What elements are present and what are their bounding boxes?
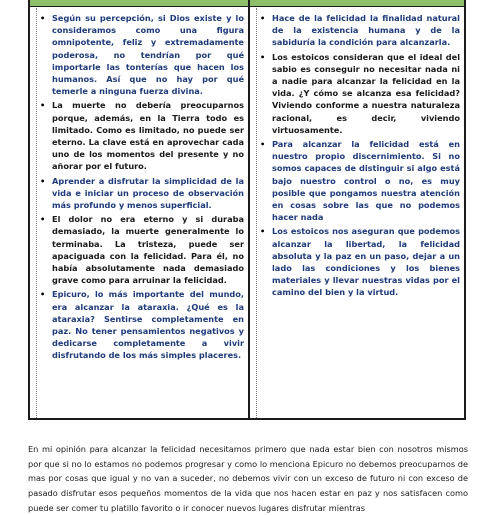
comparison-table	[28, 0, 466, 420]
left-item: • La muerte no debería preocuparnos porque, además, en la Tierra todo es limitado. Como es limitado, no puede ser eterno. La clave está en aprovechar cada uno de los momentos del presente y no añorar por el futuro.	[38, 99, 244, 172]
left-item: • El dolor no era eterno y si duraba demasiado, la muerte generalmente lo terminaba. La tristeza, puede ser apaciguada con la felicidad. Para él, no había absolutamente nada demasiado grave como para arruinar la felicidad.	[38, 213, 244, 286]
left-item: • Aprender a disfrutar la simplicidad de la vida e iniciar un proceso de observación más profundo y menos superficial.	[38, 175, 244, 212]
right-item: • Los estoicos consideran que el ideal del sabio es conseguir no necesitar nada ni a nadie para alcanzar la felicidad en la vida. ¿Y cómo se alcanza esa felicidad? Viviendo conforme a nuestra naturaleza racional, es decir, viviendo virtuosamente.	[258, 51, 460, 136]
right-item: • Los estoicos nos aseguran que podemos alcanzar la libertad, la felicidad absoluta y la paz en un paso, dejar a un lado las condiciones y los bienes materiales y llevar nuestras vidas por el camino del bien y la virtud.	[258, 225, 460, 298]
right-column	[250, 0, 464, 418]
left-item: • Según su percepción, si Dios existe y lo consideramos como una figura omnipotente, feliz y extremadamente poderosa, no tendrían por qué importarle las tonterías que hacen los humanos. Así que no hay por qué temerle a ninguna fuerza divina.	[38, 12, 244, 97]
left-bullet-list	[30, 8, 248, 362]
right-bullet-list	[250, 8, 464, 299]
opinion-paragraph: En mi opinión para alcanzar la felicidad necesitamos primero que nada estar bien con nosotros mismos por que si no lo estamos no podemos progresar y como lo menciona Epicuro no debemos preocuparnos de mas por cosas que igual y no van a suceder, no debemos vivir con un exceso de futuro ni con exceso de pasado disfrutar esos pequeños momentos de la vida que nos hacen estar en paz y nos satisfacen como puede ser comer tu platillo favorito o ir conocer nuevos lugares disfrutar mientras	[28, 444, 468, 513]
right-header-band	[250, 0, 464, 7]
left-header-band	[30, 0, 248, 7]
right-item: • Hace de la felicidad la finalidad natural de la existencia humana y de la sabiduría la condición para alcanzarla.	[258, 12, 460, 49]
left-column	[30, 0, 250, 418]
left-item: • Epicuro, lo más importante del mundo, era alcanzar la ataraxia. ¿Qué es la ataraxia? Sentirse completamente en paz. No tener pensamientos negativos y dedicarse completamente a vivir disfrutando de los más simples placeres.	[38, 288, 244, 361]
right-item: • Para alcanzar la felicidad está en nuestro propio discernimiento. Si no somos capaces de distinguir si algo está bajo nuestro control o no, es muy posible que pongamos nuestra atención en cosas sobre las que no podemos hacer nada	[258, 138, 460, 223]
